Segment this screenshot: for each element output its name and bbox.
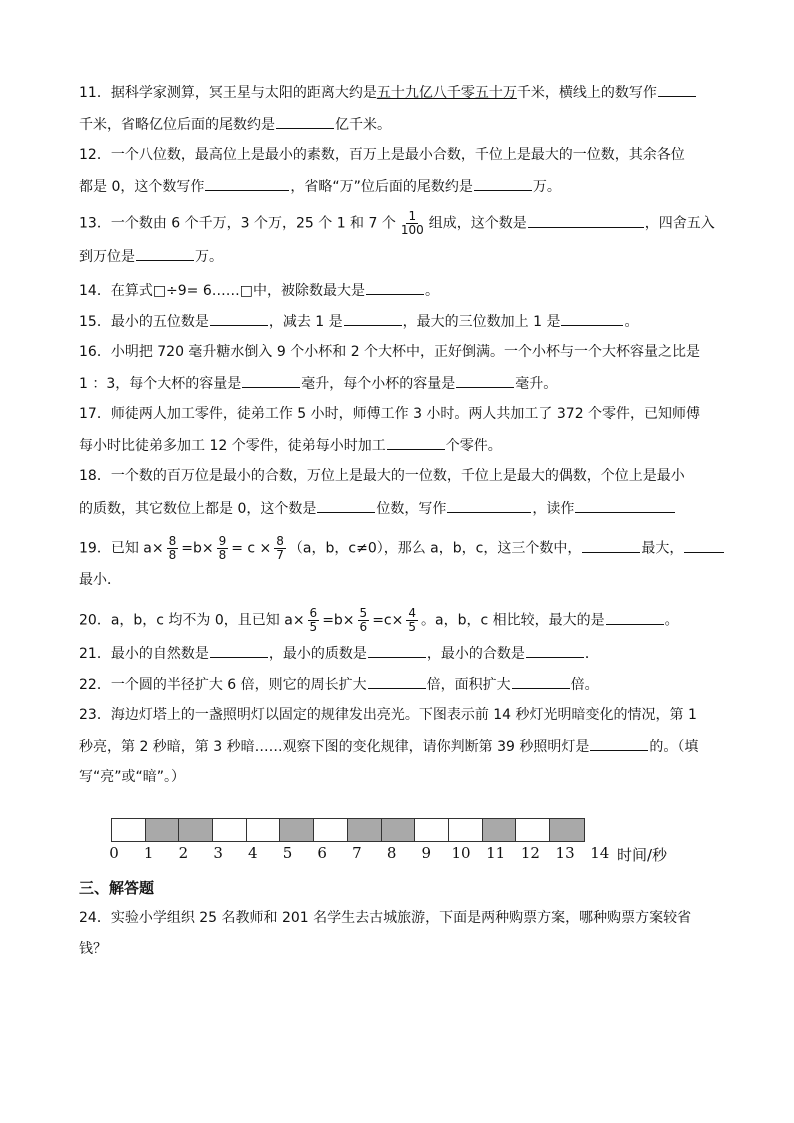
section-title: 三、解答题 xyxy=(79,879,155,897)
q13-answer-blank-2[interactable] xyxy=(136,246,194,261)
q18-text-d: ，读作 xyxy=(532,501,575,517)
q12-text-b: 都是 0，这个数写作 xyxy=(79,179,205,195)
q13-text-b: 组成，这个数是 xyxy=(428,215,527,232)
q19-text-e: 最大， xyxy=(641,540,684,557)
q15-text-c: ，最大的三位数加上 1 是 xyxy=(402,314,561,330)
q18-text-b: 的质数，其它数位上都是 0，这个数是 xyxy=(79,501,317,517)
tick-label-8: 8 xyxy=(386,844,397,862)
question-13-line-1 xyxy=(79,210,715,237)
q13-fraction-numerator: 1 xyxy=(408,209,417,223)
q19-text-f: 最小． xyxy=(79,572,121,588)
q19-answer-blank-1[interactable] xyxy=(582,538,640,553)
question-16-line-2 xyxy=(79,373,557,394)
tick-label-1: 1 xyxy=(143,844,154,862)
q15-text-d: 。 xyxy=(624,314,639,330)
q18-text-c: 位数，写作 xyxy=(376,501,447,517)
second-7-cell xyxy=(314,819,348,841)
tick-label-13: 13 xyxy=(555,844,575,862)
q17-answer-blank[interactable] xyxy=(387,435,445,450)
q15-answer-blank-3[interactable] xyxy=(561,311,623,326)
q19-fraction-3-numerator: 8 xyxy=(276,534,284,548)
q21-text-d: ． xyxy=(584,646,599,662)
q12-text-c: ，省略“万”位后面的尾数约是 xyxy=(290,179,473,195)
q21-answer-blank-1[interactable] xyxy=(210,643,268,658)
q19-text-a: 19．已知 a× xyxy=(79,540,164,557)
q24-text-b: 钱？ xyxy=(79,941,107,957)
q16-text-d: 毫升。 xyxy=(515,376,558,392)
q13-answer-blank-1[interactable] xyxy=(528,213,644,228)
question-15 xyxy=(79,311,638,332)
question-19-line-2 xyxy=(79,570,121,590)
q11-answer-blank-1[interactable] xyxy=(658,82,696,97)
second-8-cell xyxy=(348,819,382,841)
q13-text-c: ，四舍五入 xyxy=(644,215,715,232)
light-pattern-strip xyxy=(111,818,585,842)
q23-text-b: 秒亮，第 2 秒暗，第 3 秒暗……观察下图的变化规律，请你判断第 39 秒照明灯是 xyxy=(79,739,590,755)
tick-label-2: 2 xyxy=(178,844,189,862)
q19-fraction-2-numerator: 9 xyxy=(218,534,227,548)
q18-answer-blank-1[interactable] xyxy=(317,498,375,513)
q11-text-d: 亿千米。 xyxy=(335,117,391,133)
q22-answer-blank-1[interactable] xyxy=(368,674,426,689)
q22-text-a: 22．一个圆的半径扩大 6 倍，则它的周长扩大 xyxy=(79,677,367,693)
q16-answer-blank-2[interactable] xyxy=(456,373,514,388)
q12-text-d: 万。 xyxy=(532,179,561,195)
question-14 xyxy=(79,280,439,301)
question-23-line-3 xyxy=(79,767,185,787)
tick-label-3: 3 xyxy=(213,844,223,862)
question-16-line-1 xyxy=(79,342,700,362)
q20-fraction-3-denominator: 5 xyxy=(408,620,416,634)
q19-fraction-2-denominator: 8 xyxy=(218,548,227,562)
q16-answer-blank-1[interactable] xyxy=(242,373,300,388)
q13-text-e: 万。 xyxy=(195,249,223,265)
question-19-line-1 xyxy=(79,535,725,562)
question-23-line-2 xyxy=(79,736,698,757)
q21-text-c: ，最小的合数是 xyxy=(426,646,525,662)
second-3-cell xyxy=(179,819,213,841)
q22-text-c: 倍。 xyxy=(570,677,599,693)
question-12-line-2 xyxy=(79,176,561,197)
q14-answer-blank[interactable] xyxy=(366,280,424,295)
q20-text-a: 20．a，b，c 均不为 0，且已知 a× xyxy=(79,612,305,629)
tick-label-6: 6 xyxy=(317,844,327,862)
q15-answer-blank-1[interactable] xyxy=(210,311,268,326)
q19-fraction-2 xyxy=(217,535,229,562)
q15-text-b: ，减去 1 是 xyxy=(268,314,343,330)
time-axis-label: 时间/秒 xyxy=(617,846,668,864)
q19-fraction-1-numerator: 8 xyxy=(168,534,177,548)
q23-text-c: 的。（填 xyxy=(649,739,699,755)
q16-text-c: 毫升，每个小杯的容量是 xyxy=(301,376,456,392)
q20-fraction-3-numerator: 4 xyxy=(408,606,416,620)
question-12-line-1 xyxy=(79,145,685,165)
question-18-line-2 xyxy=(79,498,676,519)
q16-text-a: 16．小明把 720 毫升糖水倒入 9 个小杯和 2 个大杯中，正好倒满。一个小杯与一个大杯容量之比是 xyxy=(79,344,701,360)
q18-answer-blank-3[interactable] xyxy=(575,498,675,513)
q23-text-a: 23．海边灯塔上的一盏照明灯以固定的规律发出亮光。下图表示前 14 秒灯光明暗变化的情况，第 1 xyxy=(79,707,697,723)
q20-fraction-2-numerator: 5 xyxy=(359,606,368,620)
second-5-cell xyxy=(247,819,281,841)
q20-text-d: 。a，b，c 相比较，最大的是 xyxy=(421,612,605,629)
question-13-line-2 xyxy=(79,246,223,267)
question-20 xyxy=(79,607,679,634)
q20-fraction-1-denominator: 5 xyxy=(309,620,318,634)
q13-fraction-denominator: 100 xyxy=(400,223,424,237)
tick-label-12: 12 xyxy=(520,844,540,862)
q20-text-e: 。 xyxy=(664,612,679,629)
question-23-line-1 xyxy=(79,705,697,725)
second-13-cell xyxy=(516,819,550,841)
tick-label-4: 4 xyxy=(248,844,258,862)
question-22 xyxy=(79,674,599,695)
tick-label-7: 7 xyxy=(352,844,362,862)
question-24-line-1 xyxy=(79,908,691,928)
second-9-cell xyxy=(382,819,416,841)
q12-answer-blank-1[interactable] xyxy=(205,176,289,191)
q17-text-c: 个零件。 xyxy=(445,438,502,454)
second-4-cell xyxy=(213,819,247,841)
q24-text-a: 24．实验小学组织 25 名教师和 201 名学生去古城旅游，下面是两种购票方案，哪种购票方案较省 xyxy=(79,910,692,926)
tick-label-0: 0 xyxy=(109,844,119,862)
q20-answer-blank[interactable] xyxy=(606,610,664,625)
second-6-cell xyxy=(280,819,314,841)
q14-text-a: 14．在算式□÷9= 6……□中，被除数最大是 xyxy=(79,283,365,299)
q15-text-a: 15．最小的五位数是 xyxy=(79,314,209,330)
question-17-line-1 xyxy=(79,404,700,424)
q11-answer-blank-2[interactable] xyxy=(276,114,334,129)
q13-text-d: 到万位是 xyxy=(79,249,135,265)
q11-text-a: 11．据科学家测算，冥王星与太阳的距离大约是 xyxy=(79,85,377,101)
q20-text-c: =c× xyxy=(372,612,404,629)
q21-text-a: 21．最小的自然数是 xyxy=(79,646,209,662)
q21-answer-blank-2[interactable] xyxy=(368,643,426,658)
q14-text-b: 。 xyxy=(425,283,439,299)
q11-number-words: 五十九亿八千零五十万 xyxy=(376,85,517,101)
q21-answer-blank-3[interactable] xyxy=(526,643,584,658)
q20-fraction-2 xyxy=(358,607,370,634)
second-2-cell xyxy=(146,819,180,841)
q20-fraction-1-numerator: 6 xyxy=(309,606,318,620)
q13-text-a: 13．一个数由 6 个千万，3 个万，25 个 1 和 7 个 xyxy=(79,215,396,232)
q15-answer-blank-2[interactable] xyxy=(344,311,402,326)
question-11-line-2 xyxy=(79,114,391,135)
q18-answer-blank-2[interactable] xyxy=(447,498,531,513)
q19-fraction-3-denominator: 7 xyxy=(276,548,284,562)
q19-text-d: （a，b，c≠0），那么 a，b，c，这三个数中， xyxy=(288,540,582,557)
q12-text-a: 12．一个八位数，最高位上是最小的素数，百万上是最小合数，千位上是最大的一位数，其余各位 xyxy=(79,147,685,163)
q19-answer-blank-2[interactable] xyxy=(684,538,724,553)
q11-text-b: 千米，横线上的数写作 xyxy=(516,85,657,101)
question-11-line-1 xyxy=(79,82,697,103)
q22-answer-blank-2[interactable] xyxy=(512,674,570,689)
q19-fraction-3 xyxy=(274,535,286,562)
tick-label-10: 10 xyxy=(451,844,471,862)
q16-text-b: 1 ：3，每个大杯的容量是 xyxy=(79,376,242,392)
q20-fraction-2-denominator: 6 xyxy=(359,620,368,634)
q12-answer-blank-2[interactable] xyxy=(474,176,532,191)
q22-text-b: 倍，面积扩大 xyxy=(426,677,511,693)
q17-text-b: 每小时比徒弟多加工 12 个零件，徒弟每小时加工 xyxy=(79,438,386,454)
q18-text-a: 18．一个数的百万位是最小的合数，万位上是最大的一位数，千位上是最大的偶数，个位上是最小 xyxy=(79,468,685,484)
q21-text-b: ，最小的质数是 xyxy=(268,646,367,662)
tick-label-9: 9 xyxy=(421,844,432,862)
tick-label-11: 11 xyxy=(486,844,506,862)
tick-label-5: 5 xyxy=(282,844,293,862)
second-14-cell xyxy=(550,819,584,841)
q19-text-b: =b× xyxy=(181,540,214,557)
second-12-cell xyxy=(483,819,517,841)
q19-fraction-1-denominator: 8 xyxy=(168,548,177,562)
second-10-cell xyxy=(415,819,449,841)
q17-text-a: 17．师徒两人加工零件，徒弟工作 5 小时，师傅工作 3 小时。两人共加工了 372 个零件，已知师傅 xyxy=(79,406,701,422)
question-24-line-2 xyxy=(79,939,107,959)
q11-text-c: 千米，省略亿位后面的尾数约是 xyxy=(79,117,275,133)
q23-answer-blank[interactable] xyxy=(590,736,648,751)
question-17-line-2 xyxy=(79,435,502,456)
second-1-cell xyxy=(112,819,146,841)
q20-text-b: =b× xyxy=(322,612,355,629)
second-11-cell xyxy=(449,819,483,841)
q19-text-c: = c × xyxy=(231,540,272,557)
question-18-line-1 xyxy=(79,466,685,486)
q13-fraction xyxy=(399,210,426,237)
question-21 xyxy=(79,643,599,664)
q20-fraction-1 xyxy=(308,607,320,634)
q23-text-d: 写“亮”或“暗”。） xyxy=(79,769,186,785)
tick-label-14: 14 xyxy=(590,844,610,862)
q19-fraction-1 xyxy=(167,535,179,562)
q20-fraction-3 xyxy=(406,607,418,634)
